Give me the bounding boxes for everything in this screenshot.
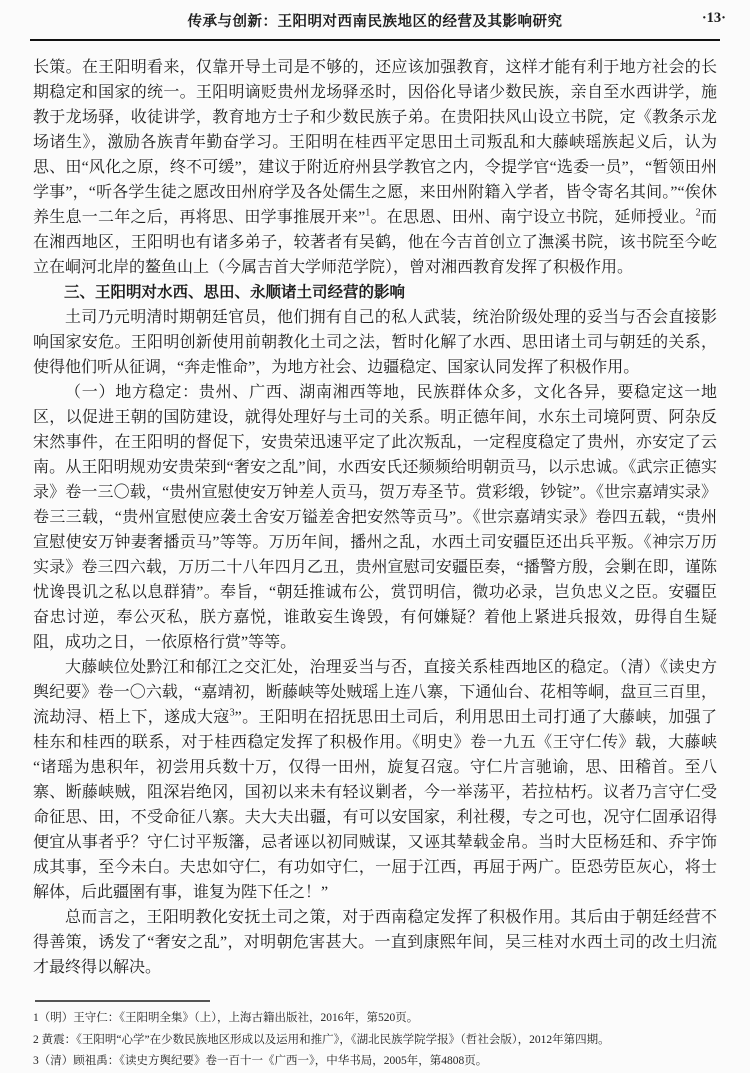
running-title: 传承与创新：王阳明对西南民族地区的经营及其影响研究 bbox=[187, 14, 563, 30]
paragraph-text: 。在思恩、田州、南宁设立书院，延师授业。 bbox=[370, 209, 696, 226]
footnote-ref-2: 2 bbox=[695, 207, 701, 219]
footnote-item: 2 黄震：《王阳明“心学”在少数民族地区形成以及运用和推广》，《湖北民族学院学报》（哲社会版），2012年第四期。 bbox=[33, 1033, 610, 1046]
footnote-item: 3（清）顾祖禹：《读史方舆纪要》卷一百十一《广西一》，中华书局，2005年，第4808页。 bbox=[33, 1055, 488, 1067]
paragraph-text: 长策。在王阳明看来，仅靠开导土司是不够的，还应该加强教育，这样才能有利于地方社会的长期稳定和国家的统一。王阳明谪贬贵州龙场驿丞时，因俗化导诸少数民族，亲自至水西讲学，施教于龙场驿，收徒讲学，教育地方士子和少数民族子弟。在贵阳扶风山设立书院，定《教条示龙场诸生》，激励各族青年勤奋学习。王阳明在桂西平定思田土司叛乱和大藤峡瑶族起义后，认为思、田“风化之原，终不可缓”，建议于附近府州县学教官之内，令提学官“选委一员”，“暂领田州学事”，“听各学生徒之愿改田州府学及各处儒生之愿，来田州附籍入学者，皆令寄名其间。”“俟休养生息一二年之后，再将思、田学事推展开来” bbox=[33, 59, 717, 226]
page-number: ·13· bbox=[701, 10, 726, 26]
paragraph bbox=[33, 655, 717, 905]
footnotes-section bbox=[33, 1000, 717, 1073]
footnote-separator bbox=[35, 1000, 210, 1002]
paragraph: 总而言之，王阳明教化安抚土司之策，对于西南稳定发挥了积极作用。其后由于朝廷经营不得善策，诱发了“奢安之乱”，对明朝危害甚大。一直到康熙年间，吴三桂对水西土司的改土归流才最终得以解决。 bbox=[33, 909, 717, 976]
footnote-ref-1: 1 bbox=[365, 207, 371, 219]
paragraph-text: 大藤峡位处黔江和郁江之交汇处，治理妥当与否，直接关系桂西地区的稳定。（清）《读史方舆纪要》卷一〇六载，“嘉靖初，断藤峡等处贼瑶上连八寨，下通仙台、花相等峒，盘亘三百里，流劫浔、梧上下，遂成大寇 bbox=[33, 659, 717, 726]
paragraph-continuation bbox=[33, 55, 717, 280]
article-body bbox=[33, 55, 717, 980]
paragraph: （一）地方稳定：贵州、广西、湖南湘西等地，民族群体众多，文化各异，要稳定这一地区，以促进王朝的国防建设，就得处理好与土司的关系。明正德年间，水东土司境阿贾、阿杂反宋然事件，在王阳明的督促下，安贵荣迅速平定了此次叛乱，一定程度稳定了贵州，亦安定了云南。从王阳明规劝安贵荣到“奢安之乱”间，水西安氏还频频给明朝贡马，以示忠诚。《武宗正德实录》卷一三〇载，“贵州宣慰使安万钟差人贡马，贺万寿圣节。赏彩缎，钞锭”。《世宗嘉靖实录》卷三三载，“贵州宣慰使应袭土舍安万镒差舍把安然等贡马”。《世宗嘉靖实录》卷四五载，“贵州宣慰使安万钟妻奢播贡马”等等。万历年间，播州之乱，水西土司安疆臣还出兵平叛。《神宗万历实录》卷三四六载，万历二十八年四月乙丑，贵州宣慰司安疆臣奏，“播警方殷，会剿在即，谨陈忧谗畏讥之私以息群猜”。奉旨，“朝廷推诚布公，赏罚明信，微功必录，岂负忠义之臣。安疆臣奋忠讨逆，奉公灭私，朕方嘉悦，谁敢妄生谗毁，有何嫌疑？着他上紧进兵报效，毋得自生疑阻，成功之日，一依原格行赏”等等。 bbox=[33, 384, 717, 651]
paragraph-text: ”。王阳明在招抚思田土司后，利用思田土司打通了大藤峡，加强了桂东和桂西的联系，对于桂西稳定发挥了积极作用。《明史》卷一九五《王守仁传》载，大藤峡“诸瑶为患积年，初尝用兵数十万，仅得一田州，旋复召寇。守仁片言驰谕，思、田稽首。至八寨、断藤峡贼，阻深岩绝冈，国初以来未有轻议剿者，今一举荡平，若拉枯朽。议者乃言守仁受命征思、田，不受命征八寨。夫大夫出疆，有可以安国家，利社稷，专之可也，况守仁固承诏得便宜从事者乎？守仁讨平叛籓，忌者诬以初同贼谋，又诬其辇载金帛。当时大臣杨廷和、乔宇饰成其事，至今未白。夫忠如守仁，有功如守仁，一屈于江西，再屈于两广。臣恐劳臣灰心，将士解体，后此疆圉有事，谁复为陛下任之！” bbox=[33, 709, 717, 901]
page-header bbox=[0, 0, 750, 34]
paragraph-text: 而在湘西地区，王阳明也有诸多弟子，较著者有吴鹤，他在今吉首创立了潕溪书院，该书院至今屹立在峒河北岸的鳌鱼山上（今属吉首大学师范学院），曾对湘西教育发挥了积极作用。 bbox=[33, 209, 717, 276]
footnote-ref-3: 3 bbox=[229, 707, 235, 719]
paragraph: 土司乃元明清时期朝廷官员，他们拥有自己的私人武装，统治阶级处理的妥当与否会直接影响国家安危。王阳明创新使用前朝教化土司之法，暂时化解了水西、思田诸土司与朝廷的关系，使得他们听从征调，“奔走惟命”，为地方社会、边疆稳定、国家认同发挥了积极作用。 bbox=[33, 309, 717, 376]
section-heading: 三、王阳明对水西、思田、永顺诸土司经营的影响 bbox=[64, 284, 406, 301]
header-rule bbox=[30, 39, 720, 41]
footnote-item: 1（明）王守仁：《王阳明全集》（上），上海古籍出版社，2016年，第520页。 bbox=[33, 1012, 419, 1024]
